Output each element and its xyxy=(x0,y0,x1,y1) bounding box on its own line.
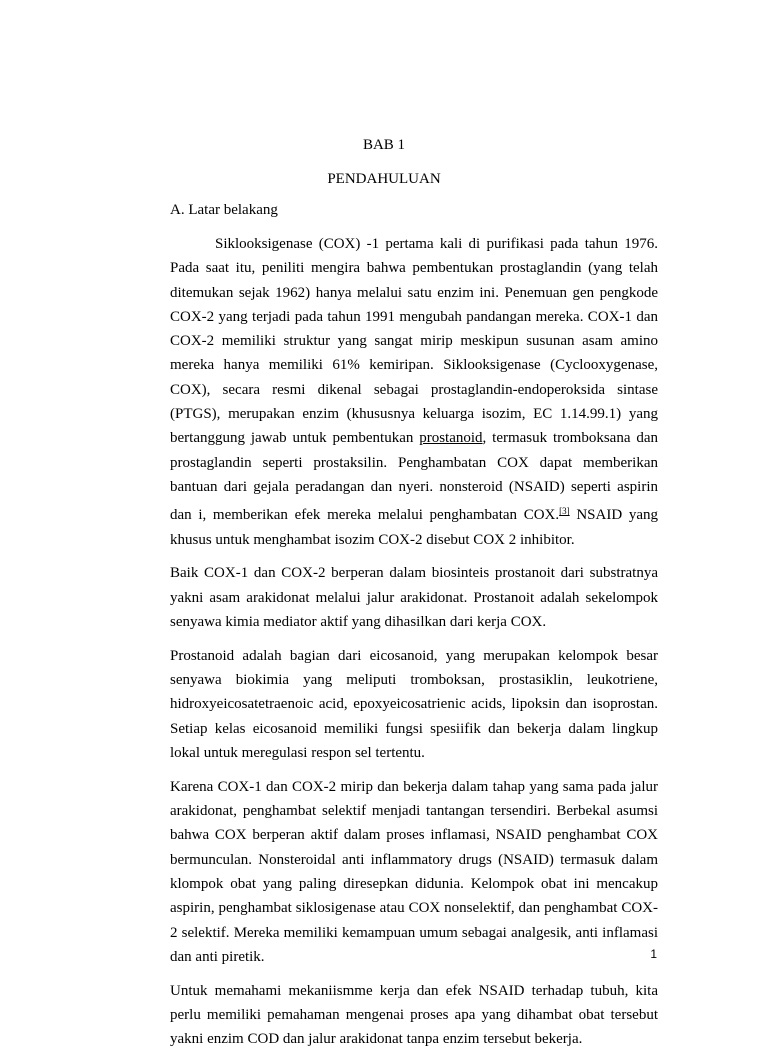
reference-link[interactable]: [3] xyxy=(559,506,570,517)
page-number: 1 xyxy=(650,947,657,961)
paragraph-4: Karena COX-1 dan COX-2 mirip dan bekerja dalam tahap yang sama pada jalur arakidonat, penghambat selektif menjadi tantangan tersendiri. Berbekal asumsi bahwa COX berperan aktif dalam proses inflamasi, NSAID penghambat COX bermunculan. Nonsteroidal anti inflammatory drugs (NSAID) termasuk dalam klompok obat yang paling diresepkan didunia. Kelompok obat ini mencakup aspirin, penghambat siklosigenase atau COX nonselektif, dan penghambat COX-2 selektif. Mereka memiliki kemampuan umum sebagai analgesik, anti inflamasi dan anti piretik. xyxy=(170,778,658,965)
paragraph-5: Untuk memahami mekaniismme kerja dan efek NSAID terhadap tubuh, kita perlu memiliki pemahaman mengenai proses apa yang dihambat obat tersebut yakni enzim COD dan jalur arakidonat tanpa enzim tersebut bekerja. xyxy=(170,982,658,1048)
paragraph-1-text-a: Siklooksigenase (COX) -1 pertama kali di purifikasi pada tahun 1976. Pada saat itu, peniliti mengira bahwa pembentukan prostaglandin (yang telah ditemukan sejak 1962) hanya melalui satu enzim ini. Penemuan gen pengkode COX-2 yang terjadi pada tahun 1991 mengubah pandangan mereka. COX-1 dan COX-2 memiliki struktur yang sangat mirip meskipun susunan asam amino mereka hanya memiliki 61% kemiripan. Siklooksigenase (Cyclooxygenase, COX), secara resmi dikenal sebagai prostaglandin-endoperoksida sintase (PTGS), merupakan enzim (khususnya keluarga isozim, EC 1.14.99.1) yang bertanggung jawab untuk pembentukan xyxy=(170,236,658,447)
prostanoid-link[interactable]: prostanoid xyxy=(419,430,483,447)
chapter-title: PENDAHULUAN xyxy=(327,171,441,187)
paragraph-3: Prostanoid adalah bagian dari eicosanoid, yang merupakan kelompok besar senyawa biokimia yang meliputi tromboksan, prostasiklin, leukotriene, hidroxyeicosatetraenoic acid, epoxyeicosatrienic acids, lipoksin dan isoprostan. Setiap kelas eicosanoid memiliki fungsi spesiifik dan bekerja dalam lingkup lokal untuk meregulasi respon sel tertentu. xyxy=(170,647,658,761)
document-body xyxy=(170,232,658,1061)
chapter-heading: BAB 1 xyxy=(362,137,406,153)
paragraph-2: Baik COX-1 dan COX-2 berperan dalam biosinteis prostanoit dari substratnya yakni asam arakidonat melalui jalur arakidonat. Prostanoit adalah sekelompok senyawa kimia mediator aktif yang dihasilkan dari kerja COX. xyxy=(170,565,658,630)
paragraph-1-text-b: , termasuk tromboksana dan prostaglandin seperti prostaksilin. Penghambatan COX dapat memberikan bantuan dari gejala peradangan dan nyeri. nonsteroid (NSAID) seperti aspirin dan i, memberikan efek mereka melalui penghambatan COX. xyxy=(170,430,658,524)
paragraph-1 xyxy=(170,232,658,552)
paragraph-1-text-c: NSAID yang khusus untuk menghambat isozim COX-2 disebut COX 2 inhibitor. xyxy=(170,507,658,548)
section-heading: A. Latar belakang xyxy=(170,202,278,218)
